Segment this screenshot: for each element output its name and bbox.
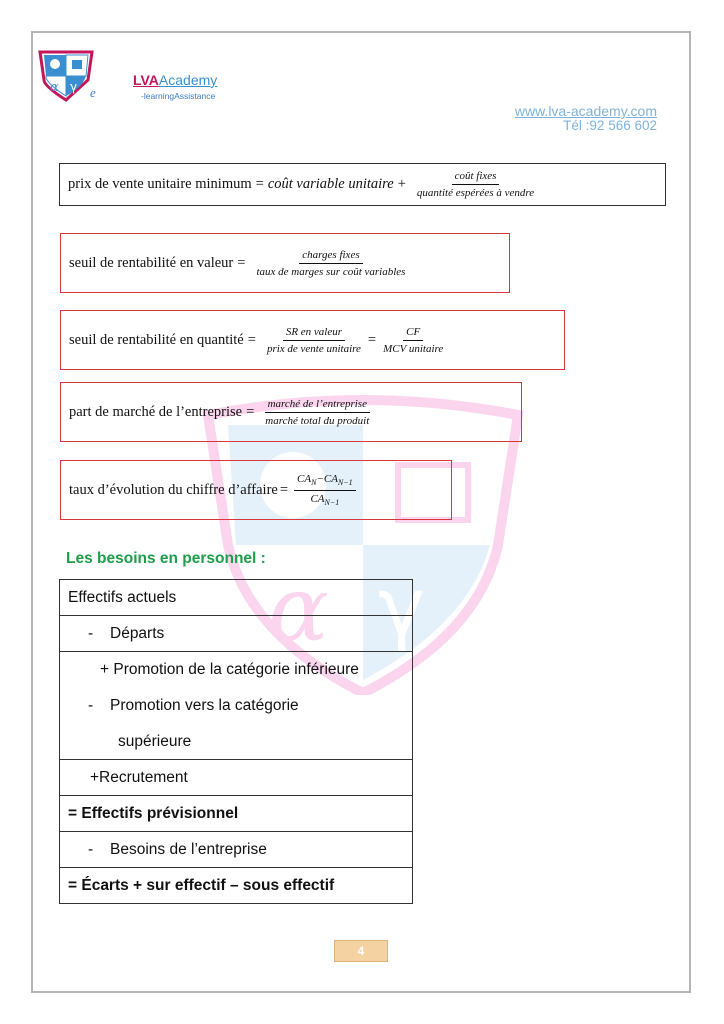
svg-text:γ: γ [378, 561, 426, 654]
equals-sign: = [367, 331, 377, 348]
formula-seuil-quantite [60, 310, 565, 370]
fraction [253, 249, 408, 278]
page-number-badge: 4 [334, 940, 388, 962]
staffing-table [59, 579, 413, 904]
equals-sign: = [279, 481, 289, 498]
equals-sign: = [237, 254, 246, 271]
formula-prix-vente-minimum [59, 163, 666, 206]
lva-shield-logo-icon [36, 46, 96, 102]
fraction-numerator: coût fixes [452, 170, 500, 185]
brand-lva: LVA [133, 72, 159, 88]
equals-sign: = [246, 403, 255, 420]
minus-sign: − [316, 473, 324, 486]
section-title: Les besoins en personnel : [66, 550, 266, 567]
row-text: + Promotion de la catégorie inférieure [100, 661, 359, 678]
fraction-numerator: charges fixes [299, 249, 362, 264]
logo-e-letter: e [90, 85, 96, 100]
table-row [60, 760, 412, 796]
row-text: Effectifs actuels [68, 589, 177, 606]
fraction-denominator: taux de marges sur coût variables [256, 265, 406, 278]
fraction [294, 473, 356, 506]
subscript: N [311, 478, 317, 488]
fraction-denominator [307, 491, 342, 507]
equals-sign: = [247, 331, 256, 348]
ca-symbol: CA [297, 473, 312, 486]
row-text: = Écarts + sur effectif – sous effectif [68, 877, 335, 894]
row-text: Promotion vers la catégorie [110, 697, 299, 714]
fraction [264, 326, 364, 355]
subscript: N−1 [337, 478, 353, 488]
phone-number: Tél :92 566 602 [563, 118, 657, 133]
row-text: Départs [110, 625, 165, 642]
fraction-numerator: CF [403, 326, 423, 341]
formula-part-de-marche [60, 382, 522, 442]
row-text: Besoins de l’entreprise [110, 841, 267, 858]
fraction-denominator: quantité espérées à vendre [416, 187, 535, 199]
subscript: N−1 [324, 497, 340, 507]
fraction [414, 170, 537, 199]
fraction [380, 326, 446, 355]
fraction-numerator: SR en valeur [283, 326, 345, 341]
formula-taux-evolution [60, 460, 452, 520]
brand-name [133, 72, 217, 88]
svg-text:α: α [268, 557, 329, 662]
fraction-denominator: MCV unitaire [383, 342, 444, 355]
ca-symbol: CA [310, 492, 325, 505]
fraction-numerator: marché de l’entreprise [265, 398, 370, 413]
formula-label: prix de vente unitaire minimum [68, 176, 252, 192]
equals-sign: = [255, 176, 264, 192]
table-row [60, 868, 412, 904]
ca-symbol: CA [323, 473, 338, 486]
table-row [60, 652, 412, 760]
dash-bullet: - [88, 625, 94, 642]
dash-bullet: - [88, 841, 94, 858]
brand-tagline: -learningAssistance [141, 91, 216, 101]
brand-academy: Academy [158, 72, 218, 88]
formula-label: taux d’évolution du chiffre d’affaire [69, 481, 278, 498]
website-link[interactable]: www.lva-academy.com [514, 103, 657, 119]
svg-text:α: α [50, 80, 59, 95]
fraction-denominator: prix de vente unitaire [266, 342, 361, 355]
formula-label: seuil de rentabilité en quantité [69, 331, 244, 348]
formula-seuil-valeur [60, 233, 510, 293]
row-text: +Recrutement [90, 769, 188, 786]
table-row [60, 796, 412, 832]
fraction-numerator [294, 473, 356, 490]
fraction-denominator: marché total du produit [265, 414, 370, 427]
formula-label: seuil de rentabilité en valeur [69, 254, 234, 271]
row-text: = Effectifs prévisionnel [68, 805, 239, 822]
row-text: supérieure [118, 733, 192, 750]
dash-bullet: - [88, 697, 94, 714]
table-row [60, 580, 412, 616]
formula-label: part de marché de l’entreprise [69, 403, 243, 420]
fraction [262, 398, 372, 427]
svg-text:γ: γ [70, 80, 78, 94]
table-row [60, 832, 412, 868]
plus-sign: + [397, 176, 406, 192]
table-row [60, 616, 412, 652]
formula-term: coût variable unitaire [267, 176, 394, 192]
